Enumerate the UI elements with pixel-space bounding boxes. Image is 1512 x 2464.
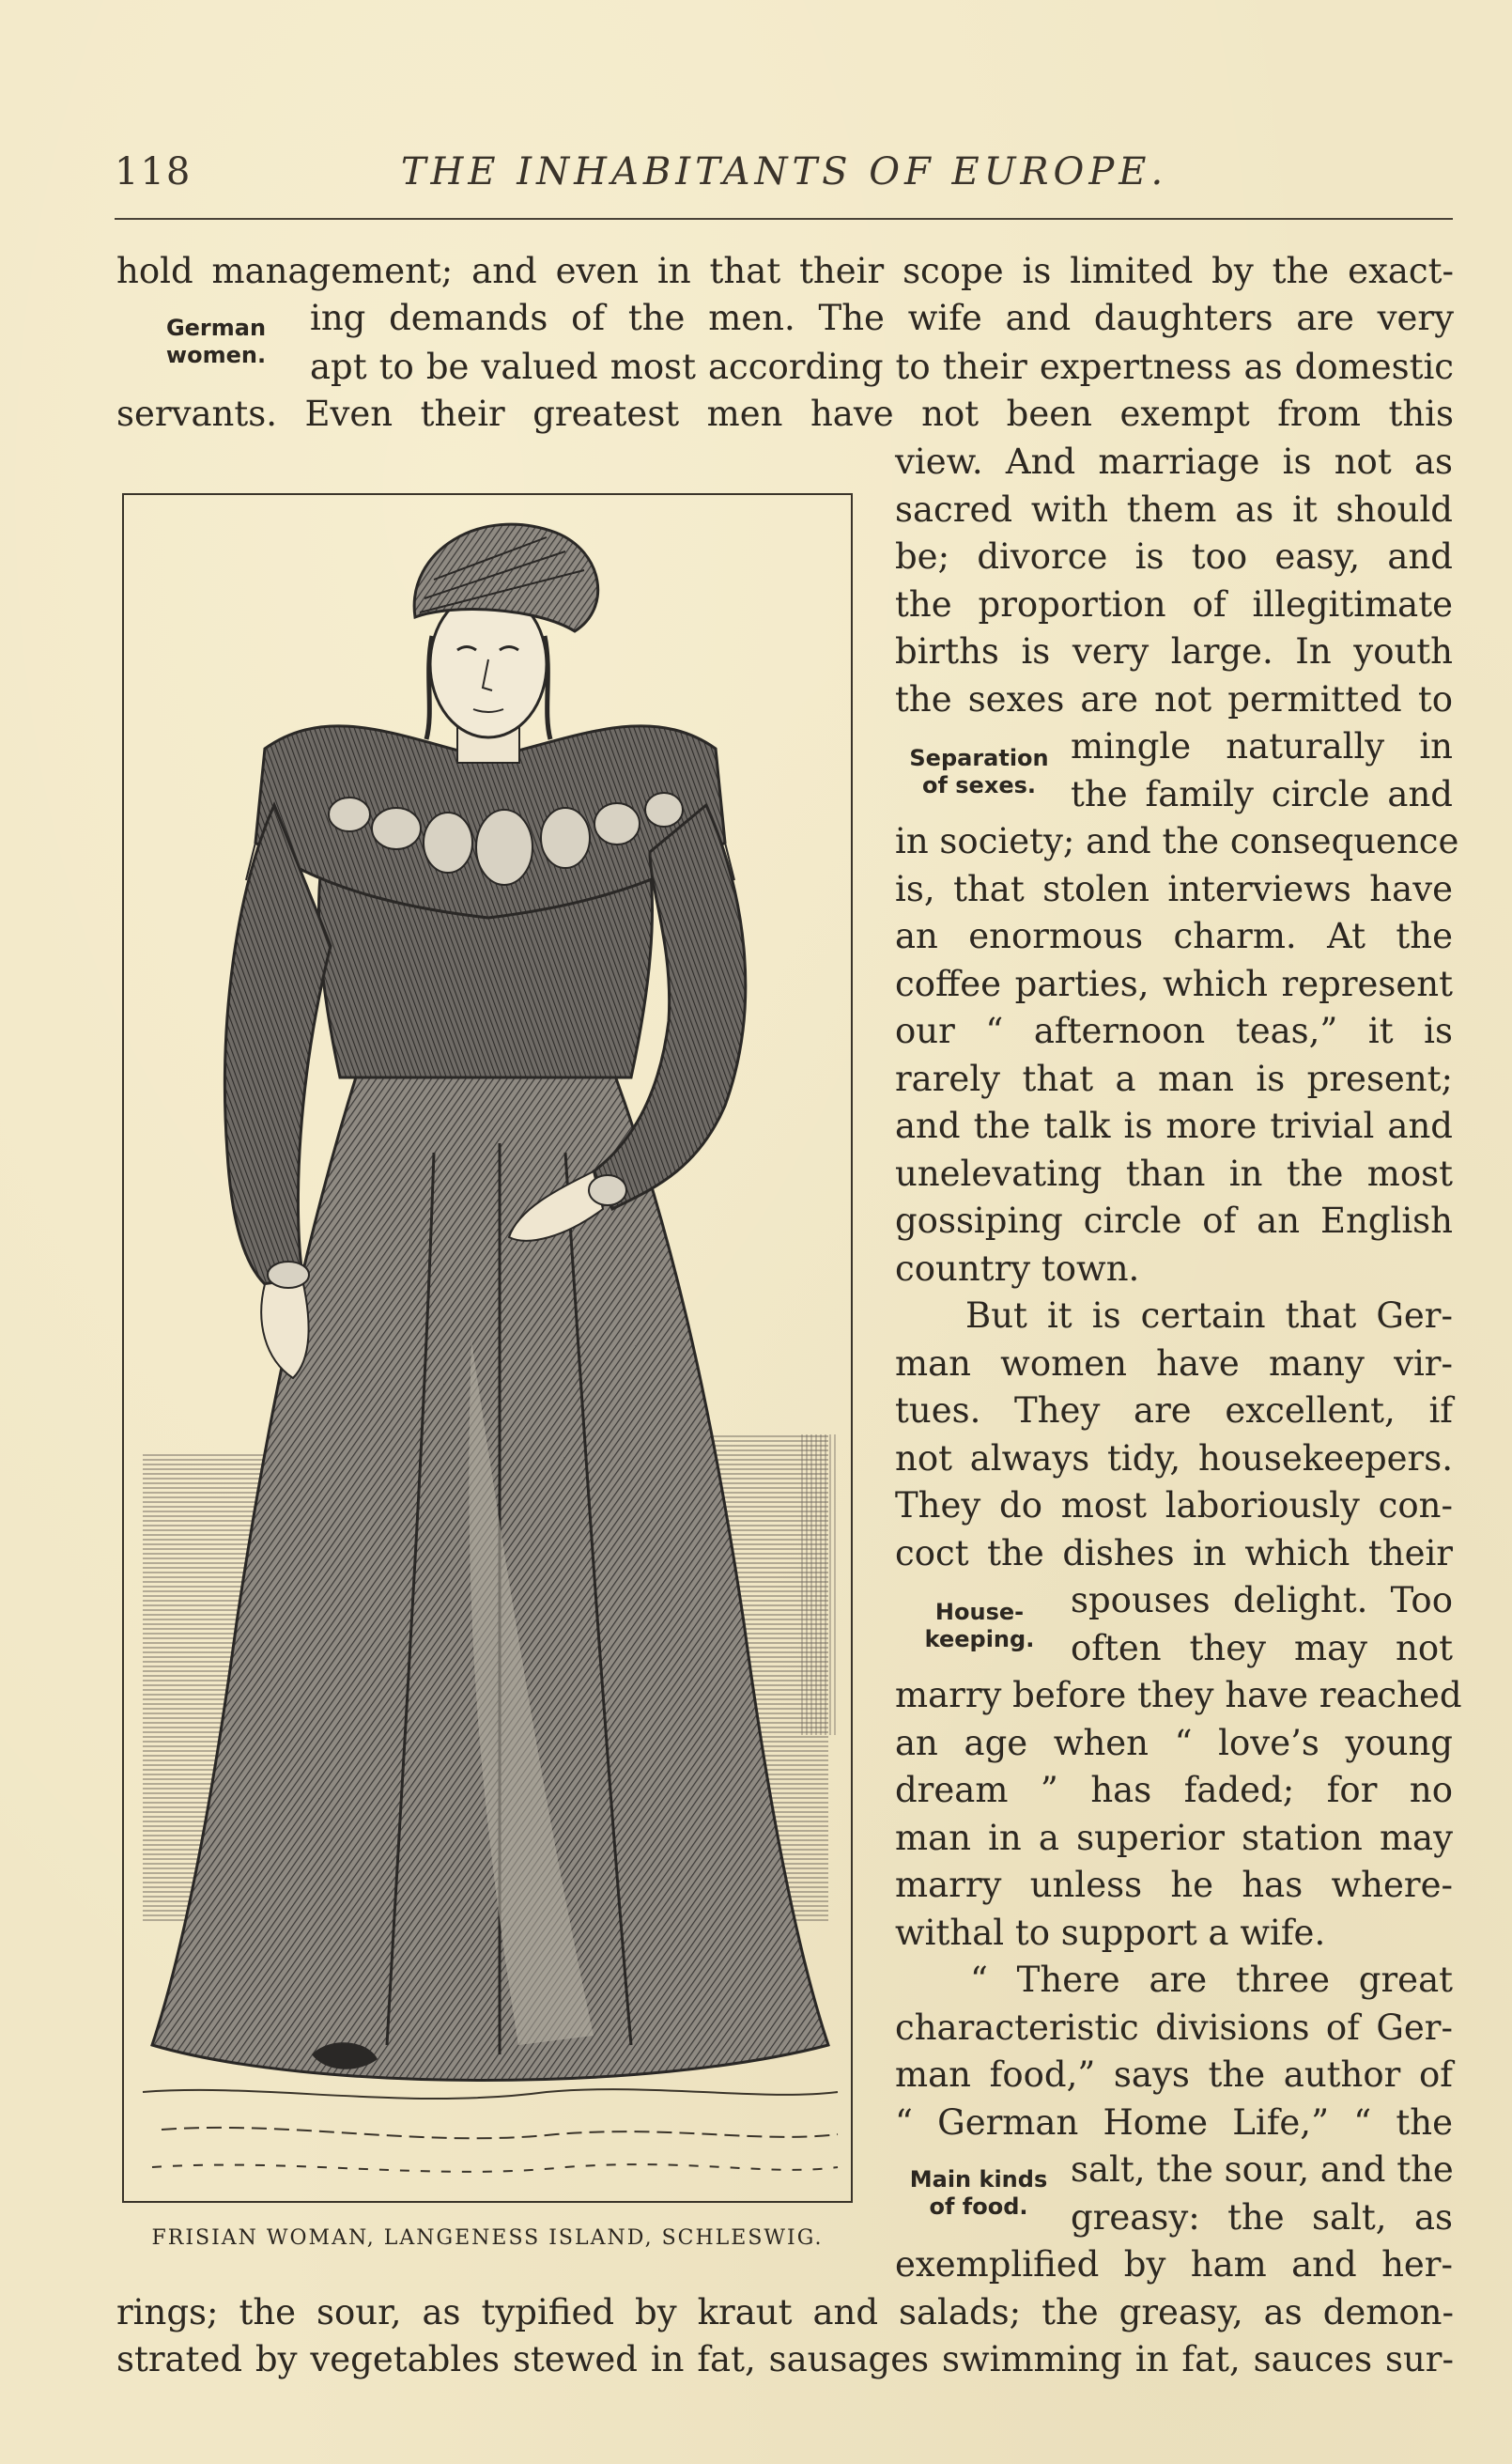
text-line: apt to be valued most according to their expertness as domestic	[310, 347, 1454, 387]
sidenote-line: of sexes.	[921, 771, 1036, 798]
text-line: spouses delight. Too	[1071, 1580, 1453, 1620]
text-line: ing demands of the men. The wife and daughters are very	[310, 298, 1454, 338]
ground-line	[152, 2164, 838, 2172]
text-line: withal to support a wife.	[895, 1913, 1326, 1953]
bracelet	[589, 1175, 626, 1205]
text-line: is, that stolen interviews have	[895, 869, 1453, 909]
text-line: the proportion of illegitimate	[895, 584, 1453, 625]
text-line: dream ” has faded; for no	[895, 1770, 1453, 1810]
text-line: in society; and the consequence	[895, 821, 1459, 861]
text-line: greasy: the salt, as	[1071, 2197, 1453, 2238]
bracelet	[268, 1262, 309, 1288]
text-line: exemplified by ham and her-	[895, 2244, 1453, 2285]
text-line: unelevating than in the most	[895, 1154, 1453, 1194]
text-line: coct the dishes in which their	[895, 1533, 1453, 1573]
sidenote-line: Separation	[909, 745, 1049, 771]
text-line: servants. Even their greatest men have not been exempt from this	[116, 394, 1454, 434]
figure-caption: FRISIAN WOMAN, LANGENESS ISLAND, SCHLESWIG.	[151, 2226, 824, 2250]
left-hand	[261, 1279, 308, 1378]
text-line: marry unless he has where-	[895, 1865, 1453, 1905]
text-line: man in a superior station may	[895, 1818, 1453, 1858]
running-title: THE INHABITANTS OF EUROPE.	[400, 150, 1168, 194]
text-line: the family circle and	[1071, 774, 1453, 814]
engraving-frisian-woman	[122, 493, 853, 2203]
text-line: hold management; and even in that their scope is limited by the exact-	[116, 251, 1454, 291]
sidenote-german-women	[150, 315, 282, 369]
text-line: tues. They are excellent, if	[895, 1390, 1453, 1431]
text-line: man food,” says the author of	[895, 2054, 1453, 2095]
sidenote-line: of food.	[929, 2193, 1028, 2220]
text-line: our “ afternoon teas,” it is	[895, 1011, 1453, 1051]
text-line: “ There are three great	[970, 1960, 1453, 2000]
sidenote-separation-of-sexes	[902, 745, 1057, 799]
text-line: an enormous charm. At the	[895, 916, 1453, 956]
background-hatching	[800, 1434, 838, 1735]
engraving-illustration	[124, 495, 851, 2201]
text-line: births is very large. In youth	[895, 631, 1453, 672]
ground-line	[162, 2128, 838, 2138]
page-number: 118	[115, 150, 193, 194]
ground-line	[143, 2089, 838, 2099]
text-line: marry before they have reached	[895, 1675, 1462, 1715]
sidenote-line: women.	[165, 341, 267, 368]
sidenote-line: keeping.	[924, 1625, 1035, 1652]
text-line: the sexes are not permitted to	[895, 679, 1453, 720]
text-line: mingle naturally in	[1071, 726, 1453, 767]
text-line: strated by vegetables stewed in fat, sausages swimming in fat, sauces sur-	[116, 2339, 1454, 2379]
text-line: gossiping circle of an English	[895, 1201, 1453, 1241]
sidenote-line: Main kinds	[909, 2166, 1048, 2193]
text-line: salt, the sour, and the	[1071, 2149, 1454, 2190]
text-line: “ German Home Life,” “ the	[895, 2102, 1453, 2143]
header-rule	[115, 218, 1453, 220]
text-line: coffee parties, which represent	[895, 964, 1453, 1004]
text-line: But it is certain that Ger-	[965, 1295, 1453, 1336]
text-line: and the talk is more trivial and	[895, 1106, 1453, 1146]
text-line: not always tidy, housekeepers.	[895, 1438, 1453, 1479]
text-line: rings; the sour, as typified by kraut and salads; the greasy, as demon-	[116, 2292, 1454, 2332]
sidenote-housekeeping	[909, 1599, 1050, 1653]
sidenote-line: German	[165, 315, 267, 341]
sidenote-line: House-	[934, 1599, 1025, 1625]
text-line: man women have many vir-	[895, 1343, 1453, 1384]
text-line: sacred with them as it should	[895, 489, 1453, 530]
text-line: an age when “ love’s young	[895, 1723, 1453, 1763]
text-line: view. And marriage is not as	[895, 442, 1453, 482]
text-line: often they may not	[1071, 1628, 1453, 1668]
text-line: rarely that a man is present;	[895, 1059, 1453, 1099]
text-line: characteristic divisions of Ger-	[895, 2007, 1453, 2048]
text-line: They do most laboriously con-	[895, 1485, 1453, 1526]
text-line: be; divorce is too easy, and	[895, 536, 1453, 577]
text-line: country town.	[895, 1248, 1140, 1289]
sidenote-main-kinds-of-food	[903, 2166, 1054, 2221]
